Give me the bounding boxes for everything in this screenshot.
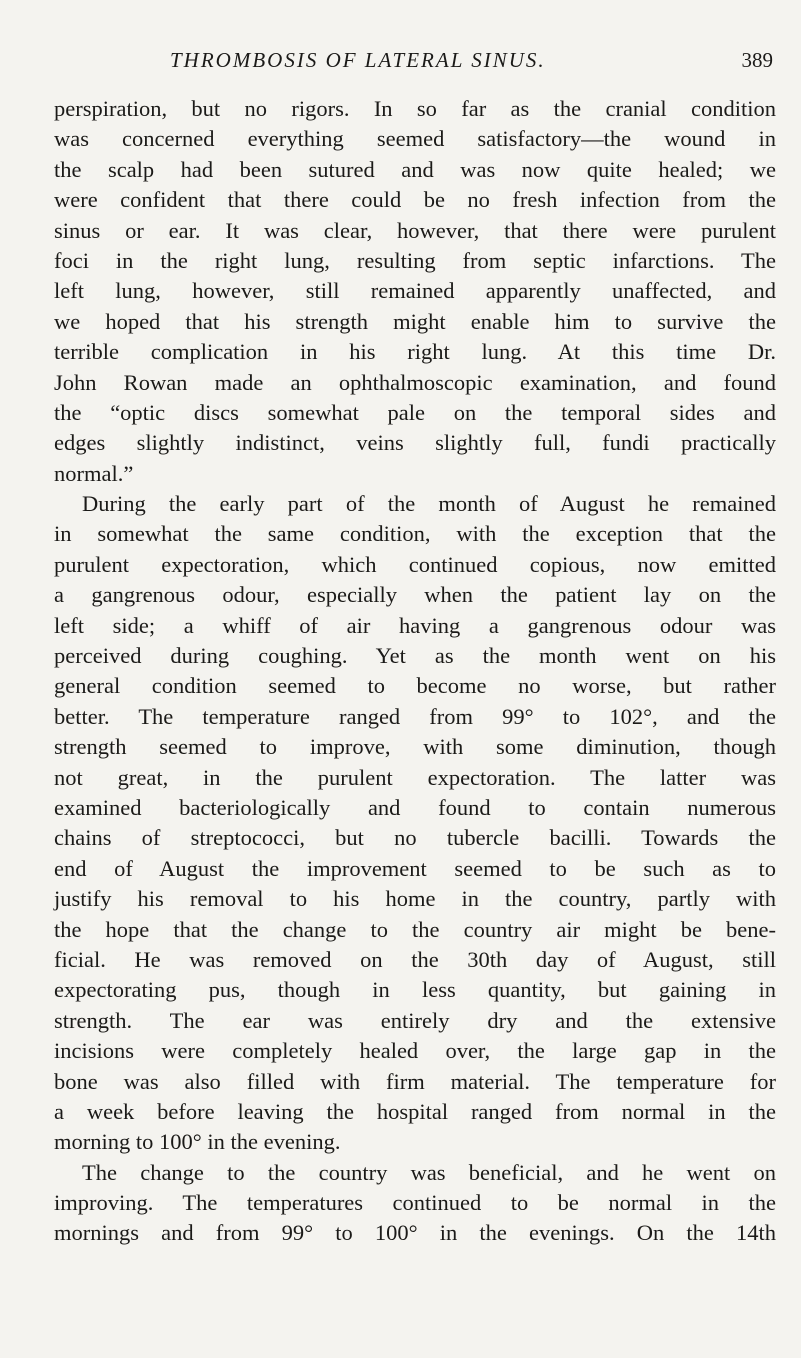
text-line: ficial. He was removed on the 30th day of August, still [54,946,776,972]
text-line: we hoped that his strength might enable him to survive the [54,308,776,334]
text-line: examined bacteriologically and found to contain numerous [54,794,776,820]
text-line: strength seemed to improve, with some diminution, though [54,734,776,760]
text-line: During the early part of the month of August he remained [82,491,776,517]
text-line: the “optic discs somewhat pale on the temporal sides and [54,399,776,425]
text-line: foci in the right lung, resulting from septic infarctions. The [54,247,776,273]
text-line: mornings and from 99° to 100° in the evenings. On the 14th [54,1220,776,1246]
text-line: the hope that the change to the country air might be bene- [54,916,776,942]
text-line: morning to 100° in the evening. [54,1129,341,1155]
text-line: expectorating pus, though in less quantity, but gaining in [54,977,776,1003]
body-text [54,94,776,1249]
text-line: better. The temperature ranged from 99° to 102°, and the [54,703,776,729]
text-line: John Rowan made an ophthalmoscopic examination, and found [54,369,776,395]
text-line: improving. The temperatures continued to be normal in the [54,1190,776,1216]
page-number: 389 [741,48,773,72]
text-line: incisions were completely healed over, the large gap in the [54,1038,776,1064]
text-line: in somewhat the same condition, with the exception that the [54,521,776,547]
text-line: a gangrenous odour, especially when the patient lay on the [54,582,776,608]
text-line: general condition seemed to become no worse, but rather [54,673,776,699]
text-line: left lung, however, still remained apparently unaffected, and [54,278,776,304]
text-line: normal.” [54,460,134,486]
text-line: end of August the improvement seemed to be such as to [54,855,776,881]
text-line: strength. The ear was entirely dry and the extensive [54,1007,776,1033]
text-line: The change to the country was beneficial, and he went on [82,1159,776,1185]
text-line: not great, in the purulent expectoration. The latter was [54,764,776,790]
text-line: purulent expectoration, which continued copious, now emitted [54,551,776,577]
text-line: sinus or ear. It was clear, however, that there were purulent [54,217,776,243]
paragraph [54,489,776,1158]
text-line: was concerned everything seemed satisfactory—the wound in [54,126,776,152]
running-head [100,48,773,78]
text-line: terrible complication in his right lung. At this time Dr. [54,339,776,365]
text-line: perceived during coughing. Yet as the month went on his [54,643,776,669]
text-line: edges slightly indistinct, veins slightly full, fundi practically [54,430,776,456]
text-line: bone was also filled with firm material. The temperature for [54,1068,776,1094]
text-line: left side; a whiff of air having a gangrenous odour was [54,612,776,638]
paragraph [54,1158,776,1249]
running-title: THROMBOSIS OF LATERAL SINUS. [170,48,546,72]
text-line: a week before leaving the hospital ranged from normal in the [54,1098,776,1124]
paragraph [54,94,776,489]
text-line: the scalp had been sutured and was now quite healed; we [54,156,776,182]
text-line: were confident that there could be no fresh infection from the [54,187,776,213]
text-line: chains of streptococci, but no tubercle bacilli. Towards the [54,825,776,851]
text-line: justify his removal to his home in the country, partly with [54,886,776,912]
text-line: perspiration, but no rigors. In so far as the cranial condition [54,96,776,121]
